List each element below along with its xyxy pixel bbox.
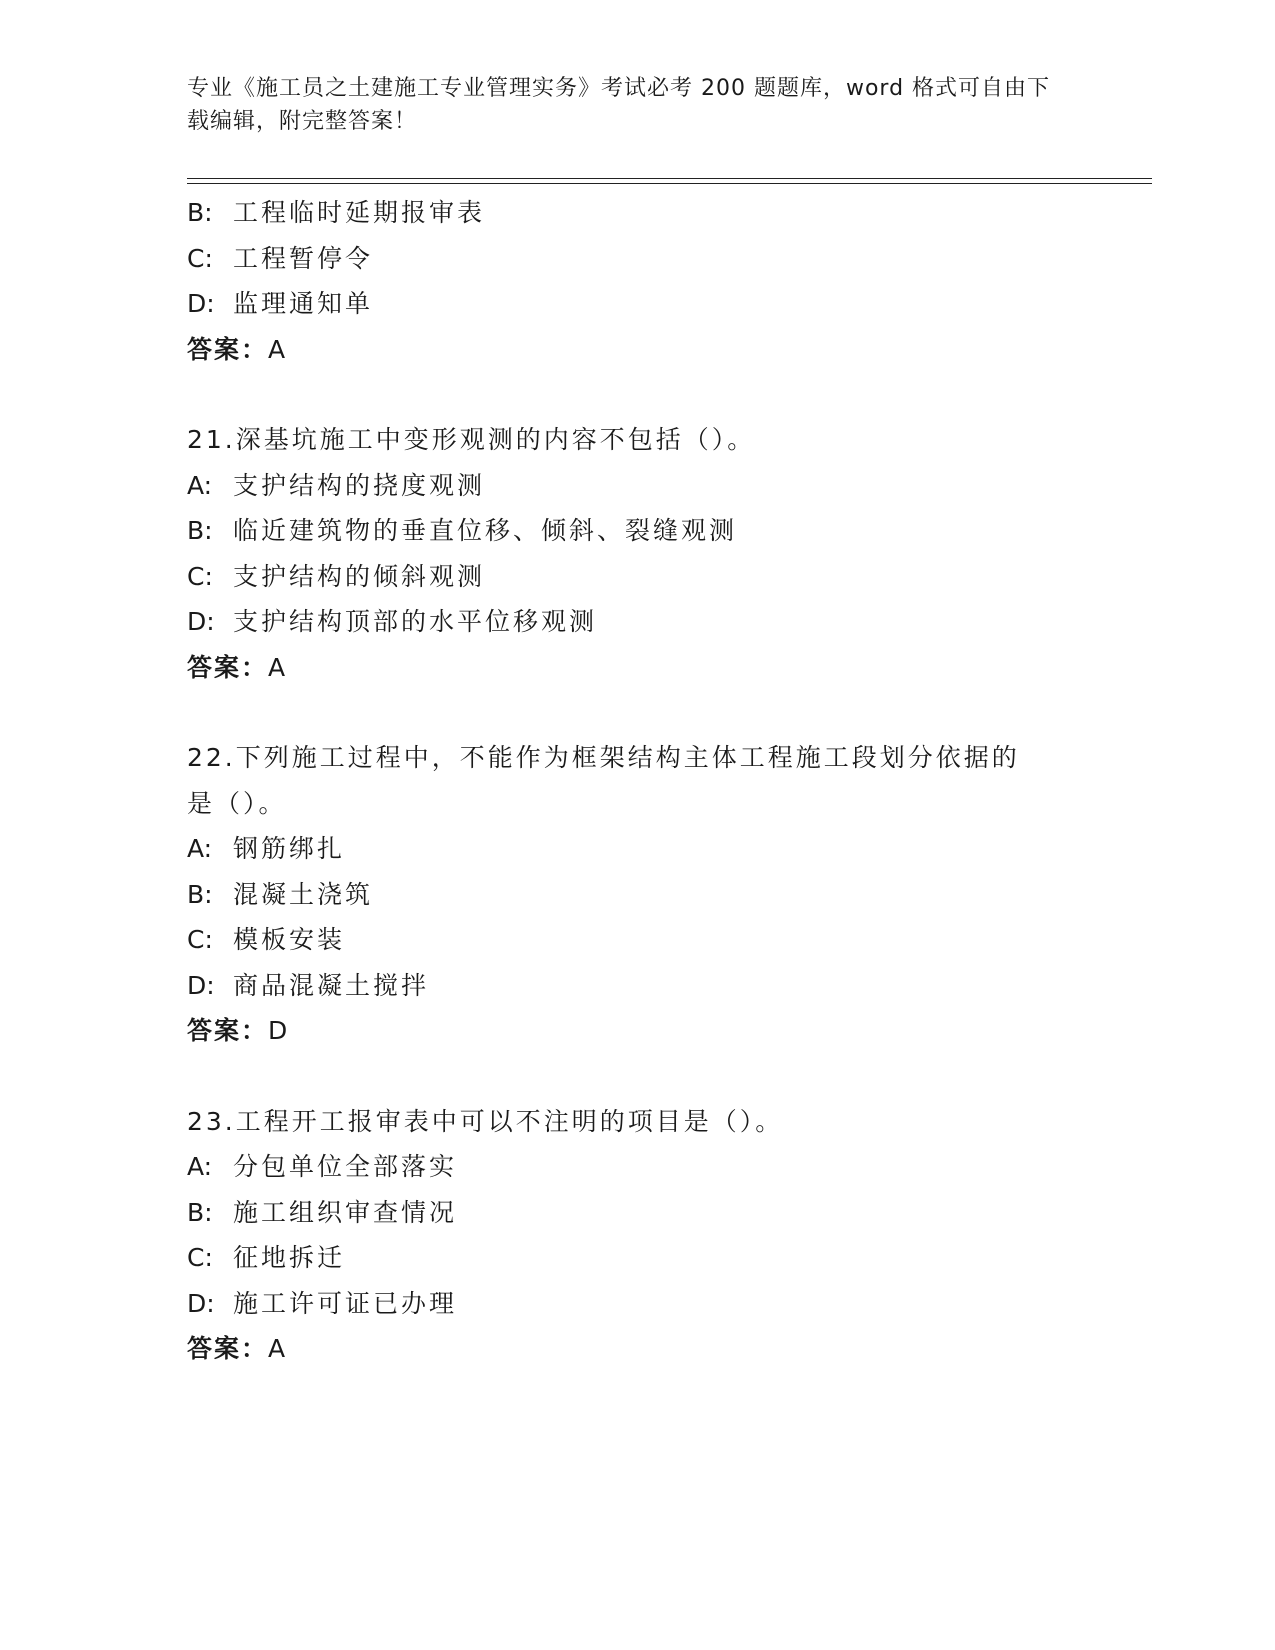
option-text: 混凝土浇筑 <box>233 879 374 909</box>
header-divider-top <box>187 178 1152 179</box>
question-stem: 23.工程开工报审表中可以不注明的项目是（）。 <box>187 1106 784 1136</box>
option-key: C: <box>187 1243 213 1272</box>
answer-label: 答案： <box>187 652 269 682</box>
option-key: C: <box>187 925 213 954</box>
answer-value: A <box>268 652 288 682</box>
option-text: 工程暂停令 <box>233 243 374 273</box>
spacer <box>187 1054 1087 1099</box>
option-text: 模板安装 <box>233 925 346 954</box>
option-row <box>187 1190 1087 1236</box>
spacer <box>187 690 1087 735</box>
option-key: B: <box>187 516 213 545</box>
option-text: 分包单位全部落实 <box>233 1152 458 1181</box>
option-key: A: <box>187 470 213 500</box>
question-content <box>187 190 1087 1372</box>
option-text: 商品混凝土搅拌 <box>233 970 430 1000</box>
option-row <box>187 554 1087 600</box>
option-text: 施工许可证已办理 <box>233 1288 458 1318</box>
option-row <box>187 463 1087 509</box>
document-header: 专业《施工员之土建施工专业管理实务》考试必考 200 题题库，word 格式可自由下载编辑，附完整答案！ <box>187 76 1051 134</box>
option-text: 支护结构的挠度观测 <box>233 470 486 500</box>
option-key: B: <box>187 1197 213 1227</box>
continued-question <box>187 190 1087 372</box>
option-row <box>187 1235 1087 1281</box>
option-text: 监理通知单 <box>233 289 374 318</box>
option-key: C: <box>187 243 213 273</box>
question-stem: 22.下列施工过程中，不能作为框架结构主体工程施工段划分依据的是（）。 <box>187 743 1020 818</box>
answer-line <box>187 327 1087 373</box>
answer-line <box>187 1008 1087 1054</box>
option-text: 钢筋绑扎 <box>233 834 346 863</box>
option-text: 征地拆迁 <box>233 1243 346 1272</box>
option-row <box>187 826 1087 872</box>
answer-line <box>187 1326 1087 1372</box>
option-row <box>187 190 1087 236</box>
option-key: A: <box>187 1152 213 1181</box>
option-text: 临近建筑物的垂直位移、倾斜、裂缝观测 <box>233 516 738 545</box>
option-row <box>187 917 1087 963</box>
option-key: D: <box>187 970 215 1000</box>
option-text: 工程临时延期报审表 <box>233 198 486 227</box>
option-row <box>187 599 1087 645</box>
option-key: D: <box>187 289 215 318</box>
answer-label: 答案： <box>187 334 269 364</box>
option-key: C: <box>187 561 213 591</box>
option-key: D: <box>187 1288 215 1318</box>
option-key: B: <box>187 879 213 909</box>
option-row <box>187 1144 1087 1190</box>
answer-label: 答案： <box>187 1334 269 1363</box>
question-22 <box>187 735 1087 1054</box>
answer-line <box>187 645 1087 691</box>
option-text: 支护结构的倾斜观测 <box>233 561 486 591</box>
option-row <box>187 281 1087 327</box>
question-21 <box>187 417 1087 690</box>
header-divider-bottom <box>187 183 1152 184</box>
answer-label: 答案： <box>187 1016 269 1045</box>
option-row <box>187 1281 1087 1327</box>
option-text: 施工组织审查情况 <box>233 1197 458 1227</box>
question-stem: 21.深基坑施工中变形观测的内容不包括（）。 <box>187 425 756 454</box>
answer-value: A <box>268 334 288 364</box>
option-row <box>187 236 1087 282</box>
option-row <box>187 872 1087 918</box>
option-key: D: <box>187 607 215 636</box>
option-text: 支护结构顶部的水平位移观测 <box>233 607 598 636</box>
answer-value: D <box>268 1016 290 1045</box>
option-key: A: <box>187 834 213 863</box>
spacer <box>187 372 1087 417</box>
answer-value: A <box>268 1334 288 1363</box>
option-row <box>187 963 1087 1009</box>
option-row <box>187 508 1087 554</box>
option-key: B: <box>187 198 213 227</box>
question-23 <box>187 1099 1087 1372</box>
